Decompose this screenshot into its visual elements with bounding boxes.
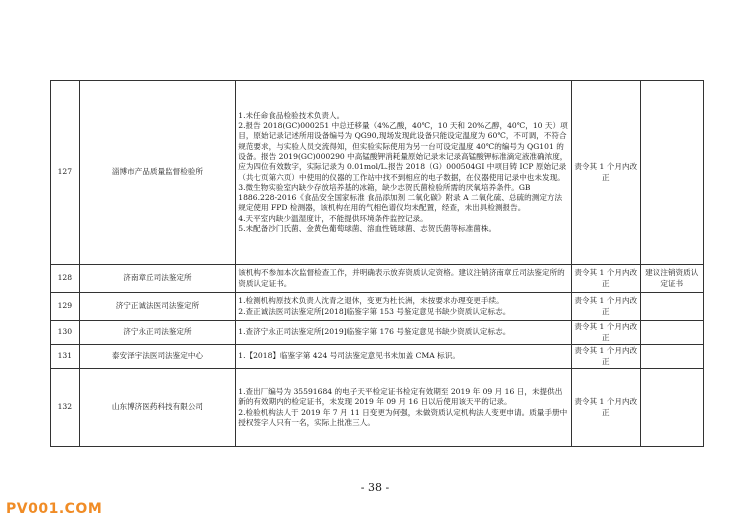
organization-name: 济南章丘司法鉴定所 xyxy=(79,265,236,293)
corrective-action: 责令其 1 个月内改正 xyxy=(571,265,640,293)
issues-cell xyxy=(236,293,572,321)
issue-item: 5.未配备沙门氏菌、金黄色葡萄球菌、溶血性链球菌、志贺氏菌等标准菌株。 xyxy=(238,223,497,233)
row-number: 128 xyxy=(51,265,80,293)
row-number: 132 xyxy=(51,369,80,447)
corrective-action: 责令其 1 个月内改正 xyxy=(571,345,640,369)
remark xyxy=(640,321,703,345)
row-number: 127 xyxy=(51,81,80,265)
page-number: - 38 - xyxy=(360,481,390,494)
issues-cell xyxy=(236,369,572,447)
corrective-action: 责令其 1 个月内改正 xyxy=(571,321,640,345)
remark xyxy=(640,293,703,321)
issue-item: 1.【2018】临鉴字第 424 号司法鉴定意见书未加盖 CMA 标识。 xyxy=(238,351,460,361)
issue-item: 1.查济宁永正司法鉴定所[2019]临鉴字第 176 号鉴定意见书缺少资质认定标志。 xyxy=(238,327,511,337)
issue-item: 1.检测机构原技术负责人沈青之退休，变更为杜长洲，未按要求办理变更手续。 xyxy=(238,296,504,306)
issue-item: 该机构不参加本次监督检查工作，并明确表示放弃资质认定资格。建议注销济南章丘司法鉴定所的资质认定证书。 xyxy=(238,268,565,288)
remark xyxy=(640,345,703,369)
remark: 建议注销资质认定证书 xyxy=(640,265,703,293)
organization-name: 山东博济医药科技有限公司 xyxy=(79,369,236,447)
issue-item: 3.微生物实验室内缺少存放培养基的冰箱，缺少志贺氏菌检验所需的厌氧培养条件。GB 1886.228-2016《食品安全国家标准 食品添加剂 二氧化碳》附录 A 二氧化硫、总硫的测定方法规定使用 FPD 检测器，该机构在用的气相色谱仪均未配置，经查，未出具检测报告。 xyxy=(238,182,563,213)
issues-cell xyxy=(236,345,572,369)
issues-cell xyxy=(236,321,572,345)
remark xyxy=(640,369,703,447)
organization-name: 济宁正诚法医司法鉴定所 xyxy=(79,293,236,321)
row-number: 130 xyxy=(51,321,80,345)
row-number: 129 xyxy=(51,293,80,321)
corrective-action: 责令其 1 个月内改正 xyxy=(571,293,640,321)
organization-name: 泰安泽宇法医司法鉴定中心 xyxy=(79,345,236,369)
issue-item: 2.查正诚法医司法鉴定所[2018]临鉴字第 153 号鉴定意见书缺少资质认定标志。 xyxy=(238,306,511,316)
corrective-action: 责令其 1 个月内改正 xyxy=(571,369,640,447)
site-watermark: PV001.COM xyxy=(6,501,103,517)
table-row xyxy=(51,81,704,265)
table-row xyxy=(51,293,704,321)
table-row xyxy=(51,345,704,369)
issue-item: 2.报告 2018(GC)000251 中总迁移量（4%乙酸，40℃，10 天和 20%乙醇，40℃，10 天）项目，原始记录记述所用设备编号为 QG90,现场发现此设备只能设定温度为 60℃，不可调，不符合规范要求，与实验人员交流得知，但实验实际使用为另一台可设定温度 40℃的编号为 QG101 的设备。报告 2019(GC)000290 中高锰酸钾消耗量原始记录未记录高锰酸钾标准滴定液准确浓度，应为四位有效数字，实际记录为 0.01mol/L.报告 2018（G）000504GI 中项目铸 ICP 原始记录（共七页第六页）中使用的仪器的工作站中找不到相应的电子数据，在仪器使用记录中也未发现。 xyxy=(238,121,568,182)
corrective-action: 责令其 1 个月内改正 xyxy=(571,81,640,265)
issue-item: 1.查出厂编号为 35591684 的电子天平检定证书检定有效期至 2019 年 09 月 16 日，未提供出新的有效期内的检定证书，未发现 2019 年 09 月 16 日以后使用该天平的记录。 xyxy=(238,386,563,407)
row-number: 131 xyxy=(51,345,80,369)
inspection-results-table xyxy=(50,80,704,447)
organization-name: 淄博市产品质量监督检验所 xyxy=(79,81,236,265)
organization-name: 济宁永正司法鉴定所 xyxy=(79,321,236,345)
issue-item: 1.未任命食品检验技术负责人。 xyxy=(238,110,345,120)
table-row xyxy=(51,265,704,293)
issues-cell xyxy=(236,265,572,293)
issue-item: 4.天平室内缺少温湿度计，不能提供环境条件监控记录。 xyxy=(238,213,428,223)
table-row xyxy=(51,369,704,447)
table-row xyxy=(51,321,704,345)
issues-cell xyxy=(236,81,572,265)
issue-item: 2.检验机构法人于 2019 年 7 月 11 日变更为何强，未做资质认定机构法人变更申请。质量手册中授权签字人只有一名，实际上批准三人。 xyxy=(238,407,568,427)
remark xyxy=(640,81,703,265)
